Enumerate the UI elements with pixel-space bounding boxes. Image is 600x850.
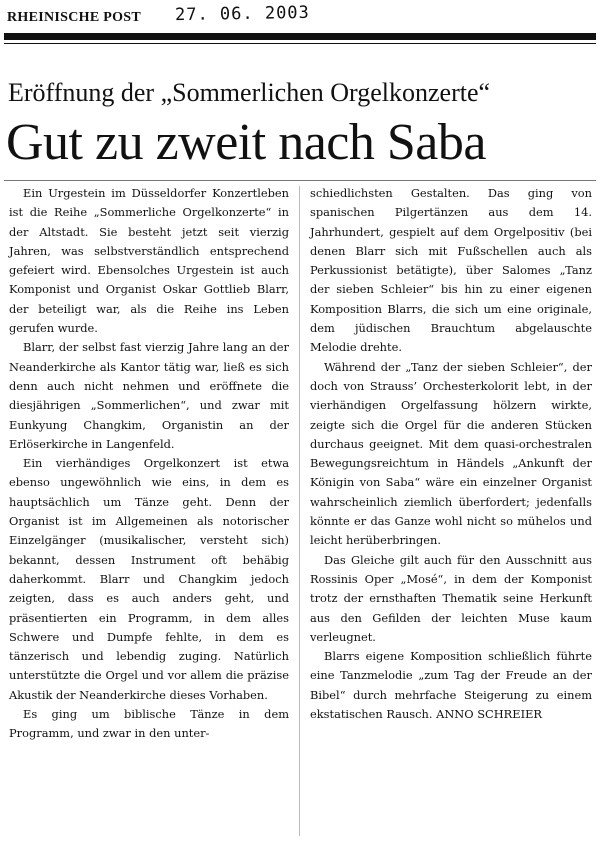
masthead [5,2,595,30]
article-headline: Gut zu zweit nach Saba [6,114,486,171]
paragraph: Blarr, der selbst fast vierzig Jahre lang an der Neanderkirche als Kantor tätig war, ließ es sich denn auch nicht nehmen und eröffnete die diesjährigen „Sommerlichen“, und zwar mit Eunkyung Changkim, Organistin an der Erlöserkirche in Langenfeld. [9,340,289,451]
paragraph: Das Gleiche gilt auch für den Ausschnitt aus Rossinis Oper „Mosé“, in dem der Komponist trotz der ernsthaften Thematik seine Herkunft aus den Gefilden der leichten Muse kaum verleugnet. [310,552,592,644]
column-divider [299,186,300,836]
paragraph: Es ging um biblische Tänze in dem Programm, und zwar in den unter- [9,707,289,741]
paragraph: Während der „Tanz der sieben Schleier“, der doch von Strauss’ Orchesterkolorit lebt, in der vierhändigen Orgelfassung hölzern wirkte, zeigte sich die Orgel für die anderen Stücken durchaus geeignet. Mit dem quasi-orchestralen Bewegungsreichtum in Händels „Ankunft der Königin von Saba“ wäre ein einzelner Organist wahrscheinlich ziemlich überfordert; jedenfalls könnte er das Ganze wohl nicht so mühelos und leicht herüberbringen. [310,359,592,548]
article-column-1 [9,184,289,744]
handwritten-date: 27. 06. 2003 [174,2,310,26]
article-column-2 [310,184,592,724]
masthead-rule-thick [4,33,596,40]
paragraph: Ein vierhändiges Orgelkonzert ist etwa ebenso ungewöhnlich wie eins, in dem es hauptsächlich um Tänze geht. Denn der Organist ist im Allgemeinen als notorischer Einzelgänger (musikalischer, versteht sich) bekannt, dessen Instrument oft behäbig daherkommt. Blarr und Changkim jedoch zeigten, dass es auch anders geht, und präsentierten ein Programm, in dem alles Schwere und Dumpfe fehlte, in dem es tänzerisch und lebendig zuging. Natürlich unterstützte die Orgel und vor allem die präzise Akustik der Neanderkirche dieses Vorhaben. [9,456,289,702]
masthead-rule-thin [4,43,596,44]
paragraph: Blarrs eigene Komposition schließlich führte eine Tanzmelodie „zum Tag der Freude an der Bibel“ durch mehrfache Steigerung zu einem ekstatischen Rausch. ANNO SCHREIER [310,649,592,722]
newspaper-name: RHEINISCHE POST [7,10,142,25]
article-kicker: Eröffnung der „Sommerlichen Orgelkonzerte“ [8,78,491,107]
paragraph: Ein Urgestein im Düsseldorfer Konzertleben ist die Reihe „Sommerliche Orgelkonzerte“ in der Altstadt. Sie besteht jetzt seit vierzig Jahren, was selbstverständlich entsprechend gefeiert wird. Ebensolches Urgestein ist auch Komponist und Organist Oskar Gottlieb Blarr, der beteiligt war, als die Reihe ins Leben gerufen wurde. [9,186,289,336]
headline-rule [4,180,596,181]
paragraph: schiedlichsten Gestalten. Das ging von spanischen Pilgertänzen aus dem 14. Jahrhundert, gespielt auf dem Orgelpositiv (bei denen Blarr sich mit Fußschellen auch als Perkussionist betätigte), über Salomes „Tanz der sieben Schleier“ bis hin zu einer eigenen Komposition Blarrs, die sich um eine originale, dem jüdischen Brauchtum abgelauschte Melodie drehte. [310,186,592,355]
